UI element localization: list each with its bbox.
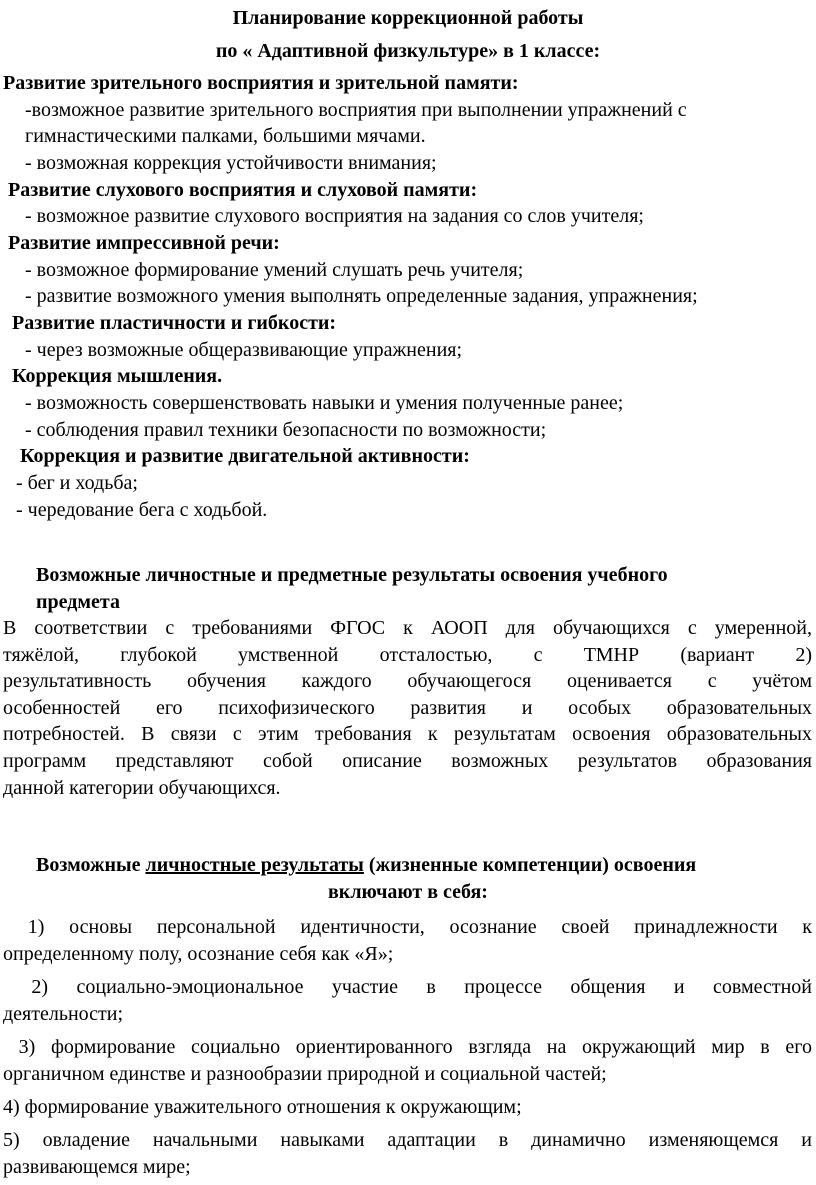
- section-heading-motor: Коррекция и развитие двигательной активности:: [20, 445, 470, 467]
- page-title-line-2: по « Адаптивной физкультуре» в 1 классе:: [215, 40, 601, 62]
- personal-item-4: 4) формирование уважительного отношения к окружающим;: [3, 1096, 522, 1118]
- heading-prefix: Возможные: [36, 854, 146, 876]
- motor-item-1: - бег и ходьба;: [16, 472, 138, 494]
- personal-item-3-line-2: органичном единстве и разнообразии природной и социальной частей;: [3, 1063, 607, 1085]
- plasticity-item-1: - через возможные общеразвивающие упражнения;: [25, 339, 463, 361]
- section-heading-auditory: Развитие слухового восприятия и слуховой памяти:: [8, 179, 478, 201]
- personal-item-3-line-1: 3) формирование социально ориентированного взгляда на окружающий мир в его: [3, 1036, 812, 1058]
- personal-item-2-line-2: деятельности;: [3, 1003, 124, 1025]
- thinking-item-1: - возможность совершенствовать навыки и умения полученные ранее;: [25, 392, 624, 414]
- personal-item-1-line-2: определенному полу, осознание себя как «Я»;: [3, 943, 394, 965]
- personal-item-5-line-2: развивающемся мире;: [3, 1156, 191, 1178]
- speech-item-1: - возможное формирование умений слушать речь учителя;: [25, 259, 524, 281]
- section-heading-visual: Развитие зрительного восприятия и зрительной памяти:: [3, 72, 519, 94]
- thinking-item-2: - соблюдения правил техники безопасности по возможности;: [25, 419, 547, 441]
- personal-item-2-line-1: 2) социально-эмоциональное участие в процессе общения и совместной: [3, 976, 812, 998]
- results-paragraph-line-3: результативность обучения каждого обучающегося оценивается с учётом: [3, 670, 812, 692]
- results-heading-line-2: предмета: [36, 591, 120, 613]
- section-heading-thinking: Коррекция мышления.: [12, 365, 223, 387]
- results-paragraph-line-4: особенностей его психофизического развития и особых образовательных: [3, 697, 812, 719]
- results-paragraph-line-1: В соответствии с требованиями ФГОС к АООП для обучающихся с умеренной,: [3, 617, 812, 639]
- page-title-line-1: Планирование коррекционной работы: [232, 7, 584, 29]
- personal-item-5-line-1: 5) овладение начальными навыками адаптации в динамично изменяющемся и: [3, 1129, 812, 1151]
- heading-underlined: личностные результаты: [145, 854, 364, 876]
- personal-results-heading-line-2: включают в себя:: [328, 881, 488, 903]
- results-heading-line-1: Возможные личностные и предметные результаты освоения учебного: [36, 564, 668, 586]
- visual-item-2: - возможная коррекция устойчивости внимания;: [25, 152, 437, 174]
- personal-results-heading-line-1: [36, 852, 696, 879]
- section-heading-speech: Развитие импрессивной речи:: [8, 232, 280, 254]
- speech-item-2: - развитие возможного умения выполнять определенные задания, упражнения;: [25, 285, 698, 307]
- results-paragraph-line-2: тяжёлой, глубокой умственной отсталостью, с ТМНР (вариант 2): [3, 644, 812, 666]
- visual-item-1-line-2: гимнастическими палками, большими мячами.: [25, 125, 426, 147]
- results-paragraph-line-7: данной категории обучающихся.: [3, 777, 281, 799]
- results-paragraph-line-5: потребностей. В связи с этим требования к результатам освоения образовательных: [3, 723, 812, 745]
- auditory-item-1: - возможное развитие слухового восприятия на задания со слов учителя;: [25, 205, 644, 227]
- heading-suffix: (жизненные компетенции) освоения: [363, 854, 697, 876]
- section-heading-plasticity: Развитие пластичности и гибкости:: [12, 312, 337, 334]
- visual-item-1-line-1: -возможное развитие зрительного восприятия при выполнении упражнений с: [25, 99, 687, 121]
- results-paragraph-line-6: программ представляют собой описание возможных результатов образования: [3, 750, 812, 772]
- personal-item-1-line-1: 1) основы персональной идентичности, осознание своей принадлежности к: [3, 916, 812, 938]
- motor-item-2: - чередование бега с ходьбой.: [16, 499, 268, 521]
